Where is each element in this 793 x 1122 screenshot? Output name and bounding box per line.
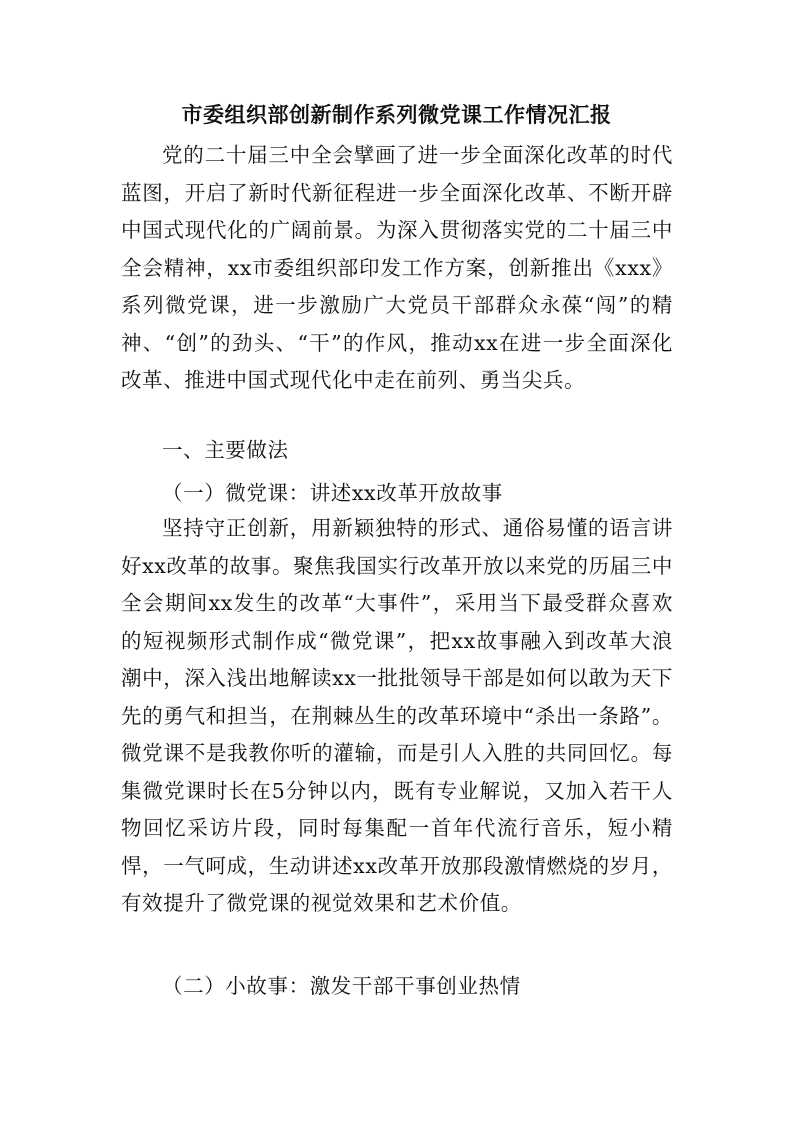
intro-paragraph: 党的二十届三中全会擘画了进一步全面深化改革的时代蓝图，开启了新时代新征程进一步全面深化改革、不断开辟中国式现代化的广阔前景。为深入贯彻落实党的二十届三中全会精神，xx市委组织部印发工作方案，创新推出《xxx》系列微党课，进一步激励广大党员干部群众永葆“闯”的精神、“创”的劲头、“干”的作风，推动xx在进一步全面深化改革、推进中国式现代化中走在前列、勇当尖兵。: [121, 143, 673, 392]
subsection-2-heading: （二）小故事：激发干部干事创业热情: [162, 974, 521, 998]
document-title: 市委组织部创新制作系列微党课工作情况汇报: [181, 102, 612, 127]
section-heading: 一、主要做法: [162, 438, 289, 462]
subsection-1-heading: （一）微党课：讲述xx改革开放故事: [162, 481, 503, 505]
subsection-1-paragraph: 坚持守正创新，用新颖独特的形式、通俗易懂的语言讲好xx改革的故事。聚焦我国实行改革开放以来党的历届三中全会期间xx发生的改革“大事件”，采用当下最受群众喜欢的短视频形式制作成“微党课”，把xx故事融入到改革大浪潮中，深入浅出地解读xx一批批领导干部是如何以敢为天下先的勇气和担当，在荆棘丛生的改革环境中“杀出一条路”。微党课不是我教你听的灌输，而是引人入胜的共同回忆。每集微党课时长在5分钟以内，既有专业解说，又加入若干人物回忆采访片段，同时每集配一首年代流行音乐，短小精悍，一气呵成，生动讲述xx改革开放那段激情燃烧的岁月，有效提升了微党课的视觉效果和艺术价值。: [121, 516, 673, 915]
